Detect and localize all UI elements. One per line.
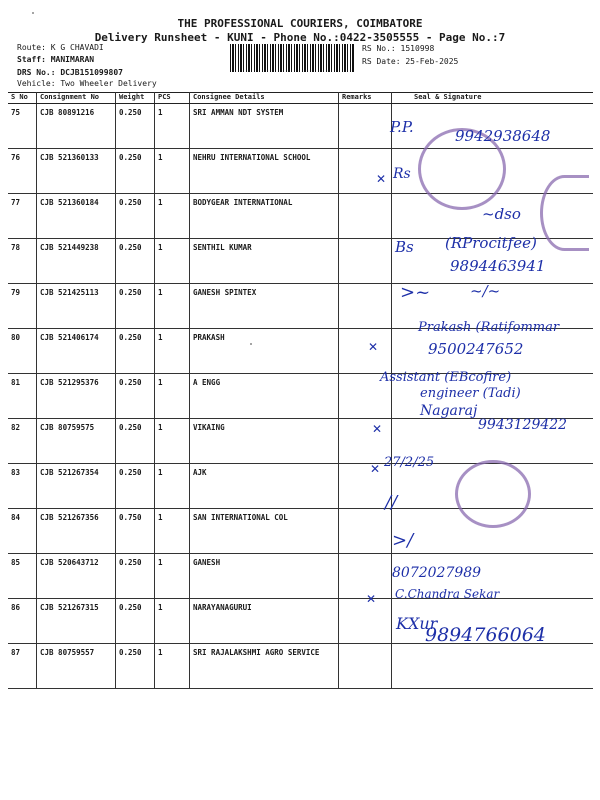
cell-sno: 84 <box>8 509 37 554</box>
cross-mark-icon: ✕ <box>368 340 379 354</box>
signature-79b: ~/~ <box>470 282 501 300</box>
handwritten-note-81b: engineer (Tadi) <box>420 386 521 401</box>
cell-weight: 0.750 <box>116 509 155 554</box>
staff-label: Staff: <box>17 55 46 64</box>
table-header-row <box>8 93 593 104</box>
cell-sno: 85 <box>8 554 37 599</box>
cell-remarks <box>339 239 392 284</box>
drs-value: DCJB151099807 <box>60 68 123 77</box>
cell-consignee: SRI AMMAN NDT SYSTEM <box>190 104 339 149</box>
cell-remarks <box>339 149 392 194</box>
cell-pcs: 1 <box>155 554 190 599</box>
cell-weight: 0.250 <box>116 329 155 374</box>
cell-pcs: 1 <box>155 284 190 329</box>
handwritten-note-81a: Assistant (EBcofire) <box>380 370 512 385</box>
cell-pcs: 1 <box>155 509 190 554</box>
col-header-weight: Weight <box>116 93 155 104</box>
handwritten-name-82: Nagaraj <box>420 403 478 419</box>
cell-consignment: CJB 521425113 <box>37 284 116 329</box>
handwritten-phone-82: 9943129422 <box>478 417 568 433</box>
cell-consignment: CJB 520643712 <box>37 554 116 599</box>
signature-76: Rs <box>393 166 411 182</box>
cell-weight: 0.250 <box>116 104 155 149</box>
rs-no-value: 1510998 <box>400 44 435 53</box>
cell-consignment: CJB 521360133 <box>37 149 116 194</box>
cell-sno: 76 <box>8 149 37 194</box>
handwritten-date-83: 27/2/25 <box>384 455 435 470</box>
scan-speck <box>250 343 252 345</box>
vehicle-line <box>17 79 157 88</box>
cell-weight: 0.250 <box>116 194 155 239</box>
cell-sno: 82 <box>8 419 37 464</box>
cell-weight: 0.250 <box>116 239 155 284</box>
cell-remarks <box>339 284 392 329</box>
cell-sno: 80 <box>8 329 37 374</box>
scan-speck <box>32 12 34 14</box>
cell-consignment: CJB 521267354 <box>37 464 116 509</box>
cell-consignment: CJB 80759557 <box>37 644 116 689</box>
cell-remarks <box>339 644 392 689</box>
cell-consignee: NEHRU INTERNATIONAL SCHOOL <box>190 149 339 194</box>
cell-pcs: 1 <box>155 239 190 284</box>
staff-value: MANIMARAN <box>50 55 95 64</box>
cell-remarks <box>339 554 392 599</box>
drs-line <box>17 68 123 77</box>
drs-label: DRS No.: <box>17 68 56 77</box>
handwritten-phone-87: 9894766064 <box>425 624 546 646</box>
col-header-pcs: PCS <box>155 93 190 104</box>
rs-date-line <box>362 57 458 66</box>
cell-sno: 78 <box>8 239 37 284</box>
cell-consignee: A ENGG <box>190 374 339 419</box>
cell-remarks <box>339 104 392 149</box>
handwritten-phone-86: 8072027989 <box>392 565 482 581</box>
vehicle-label: Vehicle: <box>17 79 56 88</box>
cell-weight: 0.250 <box>116 419 155 464</box>
cross-mark-icon: ✕ <box>372 422 383 436</box>
cell-pcs: 1 <box>155 194 190 239</box>
cell-pcs: 1 <box>155 464 190 509</box>
cell-sno: 86 <box>8 599 37 644</box>
cell-weight: 0.250 <box>116 464 155 509</box>
cell-consignee: PRAKASH <box>190 329 339 374</box>
vehicle-value: Two Wheeler Delivery <box>60 79 157 88</box>
cell-consignee: SENTHIL KUMAR <box>190 239 339 284</box>
cross-mark-icon: ✕ <box>376 172 387 186</box>
handwritten-phone-78: 9894463941 <box>450 257 546 275</box>
cell-consignee: BODYGEAR INTERNATIONAL <box>190 194 339 239</box>
cell-sno: 79 <box>8 284 37 329</box>
cell-weight: 0.250 <box>116 644 155 689</box>
handwritten-phone-80: 9500247652 <box>428 340 524 358</box>
rs-date-label: RS Date: <box>362 57 401 66</box>
signature-87: KXur <box>396 614 438 633</box>
cell-remarks <box>339 464 392 509</box>
seal-stamp-san <box>455 460 531 528</box>
route-value: K G CHAVADI <box>50 43 104 52</box>
runsheet-subtitle: Delivery Runsheet - KUNI - Phone No.:0422-3505555 - Page No.:7 <box>94 31 506 44</box>
cell-remarks <box>339 329 392 374</box>
cross-mark-icon: ✕ <box>366 592 377 606</box>
cell-consignment: CJB 521360184 <box>37 194 116 239</box>
cell-consignee: SRI RAJALAKSHMI AGRO SERVICE <box>190 644 339 689</box>
col-header-signature: Seal & Signature <box>392 93 594 104</box>
staff-line <box>17 55 94 64</box>
cell-remarks <box>339 509 392 554</box>
cell-consignment: CJB 521267356 <box>37 509 116 554</box>
handwritten-name-80: Prakash (Ratifommar <box>418 320 560 335</box>
col-header-remarks: Remarks <box>339 93 392 104</box>
cell-consignee: GANESH SPINTEX <box>190 284 339 329</box>
col-header-consignee: Consignee Details <box>190 93 339 104</box>
cell-sno: 77 <box>8 194 37 239</box>
cell-sno: 87 <box>8 644 37 689</box>
route-line <box>17 43 104 52</box>
signature-84: // <box>385 492 398 513</box>
cell-consignment: CJB 521295376 <box>37 374 116 419</box>
rs-no-label: RS No.: <box>362 44 396 53</box>
signature-78: Bs <box>395 238 414 256</box>
cell-pcs: 1 <box>155 374 190 419</box>
seal-stamp-bodygear <box>540 175 589 251</box>
cell-sno: 75 <box>8 104 37 149</box>
cell-pcs: 1 <box>155 149 190 194</box>
barcode-image <box>230 44 355 72</box>
col-header-sno: S No <box>8 93 37 104</box>
cell-consignee: VIKAING <box>190 419 339 464</box>
signature-85: >/ <box>392 530 414 551</box>
cell-pcs: 1 <box>155 644 190 689</box>
signature-79: >~ <box>400 282 431 303</box>
cell-consignee: AJK <box>190 464 339 509</box>
cell-weight: 0.250 <box>116 554 155 599</box>
cell-consignment: CJB 521267315 <box>37 599 116 644</box>
table-row <box>8 554 593 599</box>
handwritten-phone-75: 9942938648 <box>455 127 551 145</box>
cell-sno: 81 <box>8 374 37 419</box>
cell-signature <box>392 644 594 689</box>
handwritten-name-86: C.Chandra Sekar <box>395 587 500 601</box>
company-title: THE PROFESSIONAL COURIERS, COIMBATORE <box>177 17 423 30</box>
rs-no-line <box>362 44 434 53</box>
cell-consignment: CJB 521449238 <box>37 239 116 284</box>
table-row <box>8 644 593 689</box>
signature-77: ~dso <box>482 205 521 223</box>
cell-sno: 83 <box>8 464 37 509</box>
cell-pcs: 1 <box>155 104 190 149</box>
cell-consignee: GANESH <box>190 554 339 599</box>
cell-remarks <box>339 194 392 239</box>
rs-date-value: 25-Feb-2025 <box>405 57 459 66</box>
cell-weight: 0.250 <box>116 149 155 194</box>
handwritten-note-78: (RProcitfee) <box>445 234 537 252</box>
signature-75: P.P. <box>390 118 414 136</box>
cell-consignment: CJB 80891216 <box>37 104 116 149</box>
cell-weight: 0.250 <box>116 284 155 329</box>
cell-consignee: NARAYANAGURUI <box>190 599 339 644</box>
cell-consignment: CJB 521406174 <box>37 329 116 374</box>
cell-consignee: SAN INTERNATIONAL COL <box>190 509 339 554</box>
cross-mark-icon: ✕ <box>370 462 381 476</box>
cell-pcs: 1 <box>155 599 190 644</box>
cell-weight: 0.250 <box>116 599 155 644</box>
cell-weight: 0.250 <box>116 374 155 419</box>
cell-pcs: 1 <box>155 419 190 464</box>
col-header-consignment: Consignment No <box>37 93 116 104</box>
cell-pcs: 1 <box>155 329 190 374</box>
cell-remarks <box>339 599 392 644</box>
route-label: Route: <box>17 43 46 52</box>
cell-consignment: CJB 80759575 <box>37 419 116 464</box>
